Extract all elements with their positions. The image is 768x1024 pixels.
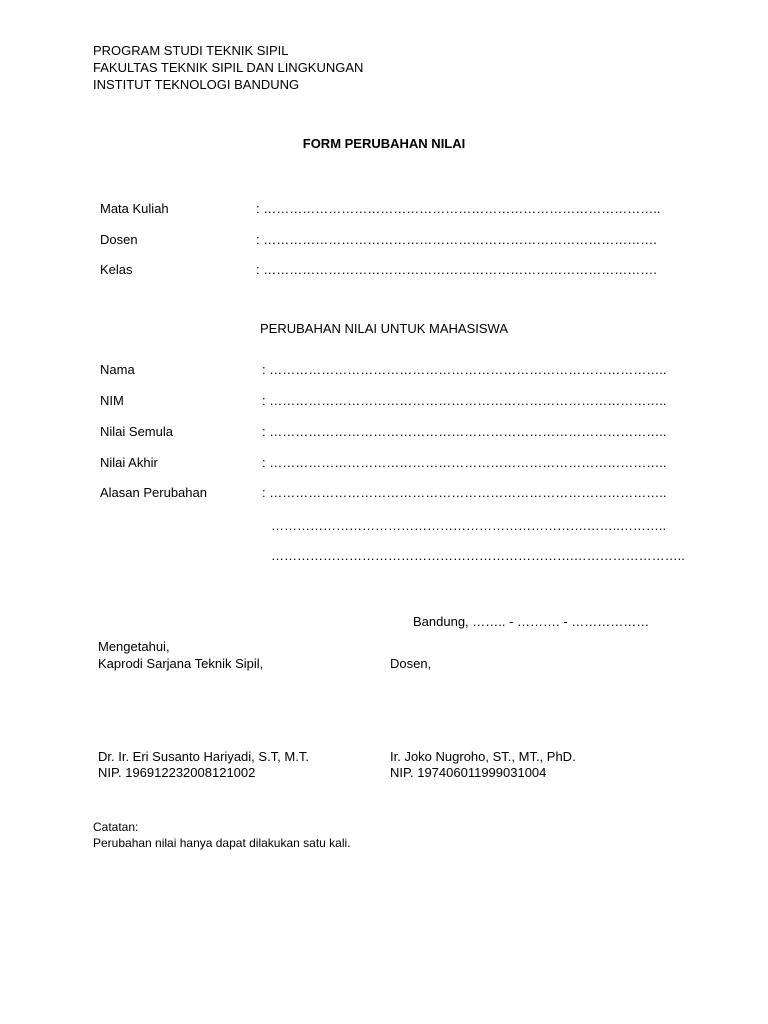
field-nilai-semula[interactable]: : ………………………………………………………………………………..	[262, 424, 667, 439]
place-date-line[interactable]: Bandung, …….. - ………. - ………………	[413, 614, 650, 629]
label-kelas: Kelas	[100, 262, 133, 277]
field-alasan-perubahan[interactable]: : ………………………………………………………………………………..	[262, 485, 667, 500]
label-dosen: Dosen	[100, 232, 138, 247]
sig-right-nip: NIP. 197406011999031004	[390, 765, 547, 780]
field-nama[interactable]: : ………………………………………………………………………………..	[262, 362, 667, 377]
sig-left-name: Dr. Ir. Eri Susanto Hariyadi, S.T, M.T.	[98, 749, 309, 764]
field-nilai-akhir[interactable]: : ………………………………………………………………………………..	[262, 455, 667, 470]
note-text: Perubahan nilai hanya dapat dilakukan satu kali.	[93, 836, 351, 850]
note-heading: Catatan:	[93, 820, 139, 834]
sig-right-name: Ir. Joko Nugroho, ST., MT., PhD.	[390, 749, 576, 764]
form-title: FORM PERUBAHAN NILAI	[302, 136, 466, 151]
sig-left-acknowledge: Mengetahui,	[98, 639, 170, 654]
header-faculty: FAKULTAS TEKNIK SIPIL DAN LINGKUNGAN	[93, 60, 364, 75]
label-alasan-perubahan: Alasan Perubahan	[100, 485, 207, 500]
field-nim[interactable]: : ………………………………………………………………………………..	[262, 393, 667, 408]
label-nilai-akhir: Nilai Akhir	[100, 455, 158, 470]
label-nilai-semula: Nilai Semula	[100, 424, 173, 439]
label-nim: NIM	[100, 393, 124, 408]
header-institute: INSTITUT TEKNOLOGI BANDUNG	[93, 77, 300, 92]
sig-left-nip: NIP. 196912232008121002	[98, 765, 256, 780]
section-title-student: PERUBAHAN NILAI UNTUK MAHASISWA	[259, 321, 508, 336]
field-kelas[interactable]: : ……………………………………………………………………………….	[256, 262, 657, 277]
label-mata-kuliah: Mata Kuliah	[100, 201, 169, 216]
field-alasan-line-2[interactable]: ……………………………………………………………….……..………..	[271, 518, 667, 533]
field-dosen[interactable]: : ……………………………………………………………………………….	[256, 232, 657, 247]
label-nama: Nama	[100, 362, 135, 377]
field-alasan-line-3[interactable]: …………………………………………………………….……………………..	[271, 548, 685, 563]
sig-right-role: Dosen,	[390, 656, 432, 671]
header-program: PROGRAM STUDI TEKNIK SIPIL	[93, 43, 289, 58]
sig-left-role: Kaprodi Sarjana Teknik Sipil,	[98, 656, 264, 671]
field-mata-kuliah[interactable]: : ………………………………………………………………………………..	[256, 201, 661, 216]
